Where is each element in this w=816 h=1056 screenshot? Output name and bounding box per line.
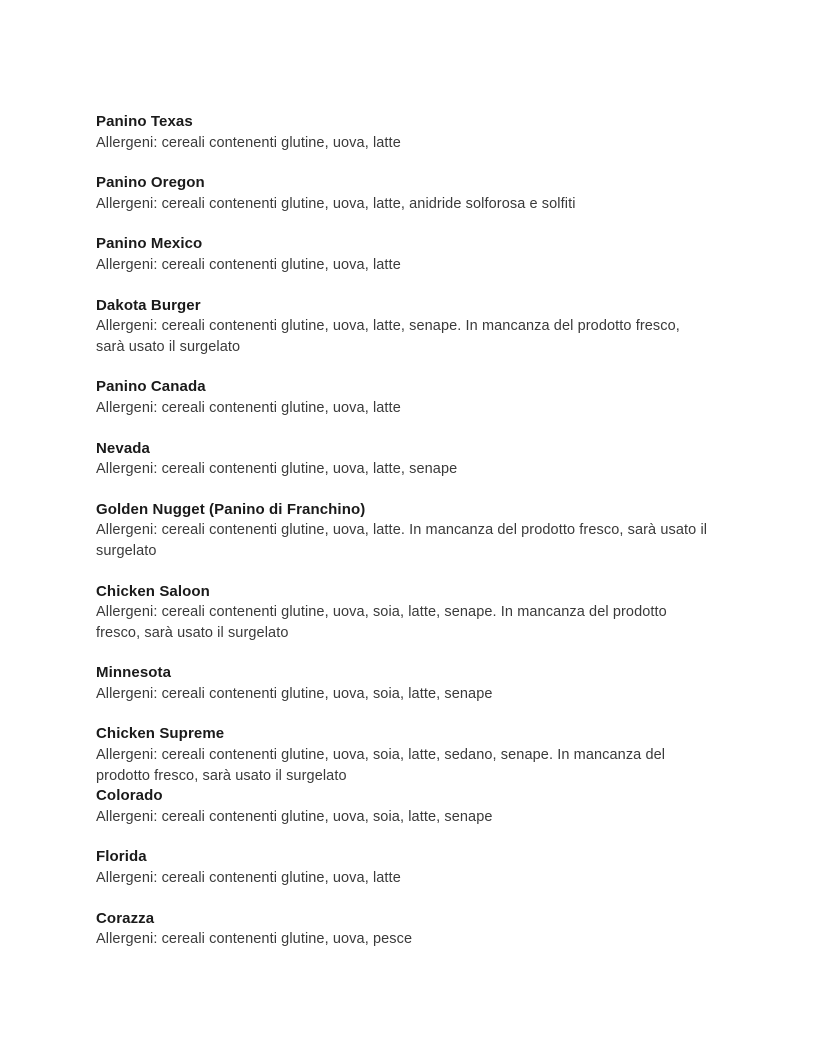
menu-item-panino-oregon — [96, 173, 708, 214]
menu-item-chicken-supreme — [96, 724, 708, 786]
menu-item-name: Minnesota — [96, 664, 172, 682]
menu-item-allergens: Allergeni: cereali contenenti glutine, uova, soia, latte, senape — [96, 808, 493, 825]
menu-item-name: Panino Oregon — [96, 174, 205, 192]
allergen-menu-list — [96, 112, 708, 950]
menu-item-allergens: Allergeni: cereali contenenti glutine, uova, soia, latte, senape. In mancanza del prodotto fresco, sarà usato il surgelato — [96, 604, 667, 641]
menu-item-name: Nevada — [96, 439, 150, 457]
menu-item-allergens: Allergeni: cereali contenenti glutine, uova, latte, anidride solforosa e solfiti — [96, 195, 576, 212]
menu-item-name: Chicken Supreme — [96, 725, 225, 743]
menu-item-colorado — [96, 786, 708, 827]
menu-item-allergens: Allergeni: cereali contenenti glutine, uova, pesce — [96, 931, 413, 948]
menu-item-florida — [96, 847, 708, 888]
menu-item-name: Panino Mexico — [96, 235, 203, 253]
menu-item-nevada — [96, 439, 708, 480]
menu-item-name: Panino Canada — [96, 378, 206, 396]
menu-item-allergens: Allergeni: cereali contenenti glutine, uova, latte — [96, 870, 401, 887]
menu-item-name: Corazza — [96, 909, 155, 927]
menu-item-allergens: Allergeni: cereali contenenti glutine, uova, latte — [96, 256, 401, 273]
menu-item-name: Dakota Burger — [96, 296, 201, 314]
menu-item-corazza — [96, 909, 708, 950]
menu-item-golden-nugget — [96, 500, 708, 562]
menu-item-name: Florida — [96, 848, 147, 866]
menu-item-chicken-saloon — [96, 582, 708, 644]
menu-item-allergens: Allergeni: cereali contenenti glutine, uova, latte — [96, 399, 401, 416]
menu-item-allergens: Allergeni: cereali contenenti glutine, uova, latte, senape. In mancanza del prodotto fresco, sarà usato il surgelato — [96, 318, 680, 355]
menu-item-allergens: Allergeni: cereali contenenti glutine, uova, latte. In mancanza del prodotto fresco, sarà usato il surgelato — [96, 522, 708, 559]
menu-item-panino-mexico — [96, 234, 708, 275]
menu-item-name: Colorado — [96, 787, 163, 805]
menu-item-dakota-burger — [96, 296, 708, 358]
menu-item-allergens: Allergeni: cereali contenenti glutine, uova, soia, latte, senape — [96, 685, 493, 702]
menu-item-name: Panino Texas — [96, 113, 193, 130]
menu-item-panino-texas — [96, 112, 708, 153]
menu-item-minnesota — [96, 663, 708, 704]
menu-item-panino-canada — [96, 377, 708, 418]
menu-item-allergens: Allergeni: cereali contenenti glutine, uova, latte — [96, 134, 401, 151]
menu-item-allergens: Allergeni: cereali contenenti glutine, uova, latte, senape — [96, 461, 458, 478]
menu-item-name: Chicken Saloon — [96, 582, 210, 600]
menu-item-name: Golden Nugget (Panino di Franchino) — [96, 500, 366, 518]
menu-item-allergens: Allergeni: cereali contenenti glutine, uova, soia, latte, sedano, senape. In mancanza del prodotto fresco, sarà usato il surgelato — [96, 747, 666, 784]
